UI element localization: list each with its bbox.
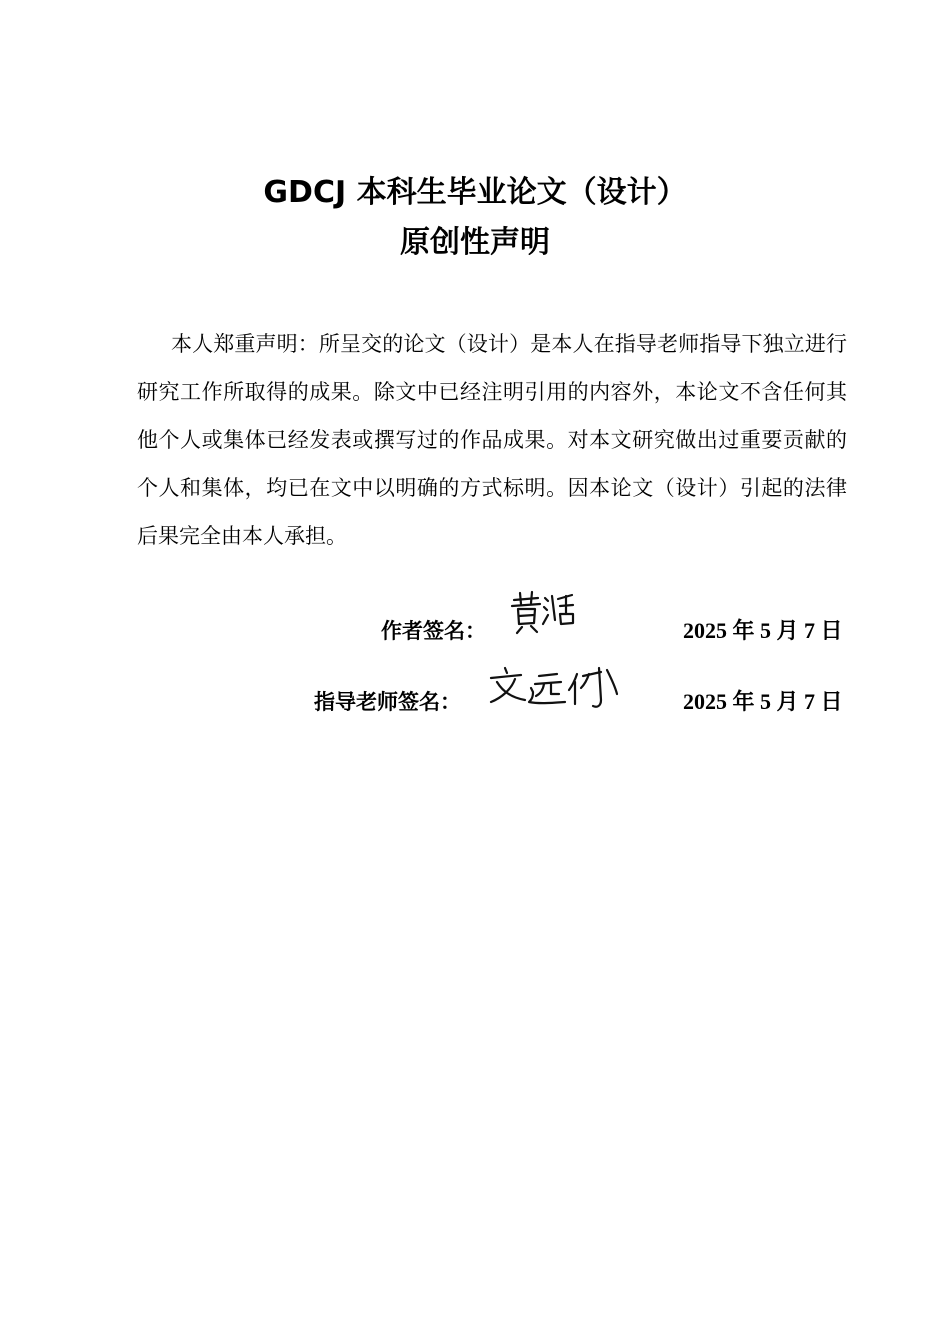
author-signature-label: 作者签名： bbox=[381, 619, 486, 643]
author-handwritten-signature bbox=[510, 590, 580, 638]
author-signature-date: 2025 年 5 月 7 日 bbox=[683, 618, 843, 643]
declaration-statement: 本人郑重声明：所呈交的论文（设计）是本人在指导老师指导下独立进行研究工作所取得的成果。除文中已经注明引用的内容外，本论文不含任何其他个人或集体已经发表或撰写过的作品成果。对本文研究做出过重要贡献的个人和集体，均已在文中以明确的方式标明。因本论文（设计）引起的法律后果完全由本人承担。 bbox=[137, 332, 847, 548]
advisor-signature-date: 2025 年 5 月 7 日 bbox=[683, 689, 843, 714]
document-title: GDCJ 本科生毕业论文（设计） bbox=[263, 175, 687, 210]
advisor-handwritten-signature bbox=[487, 664, 622, 714]
document-subtitle: 原创性声明 bbox=[400, 225, 550, 260]
advisor-signature-label: 指导老师签名： bbox=[314, 690, 461, 714]
